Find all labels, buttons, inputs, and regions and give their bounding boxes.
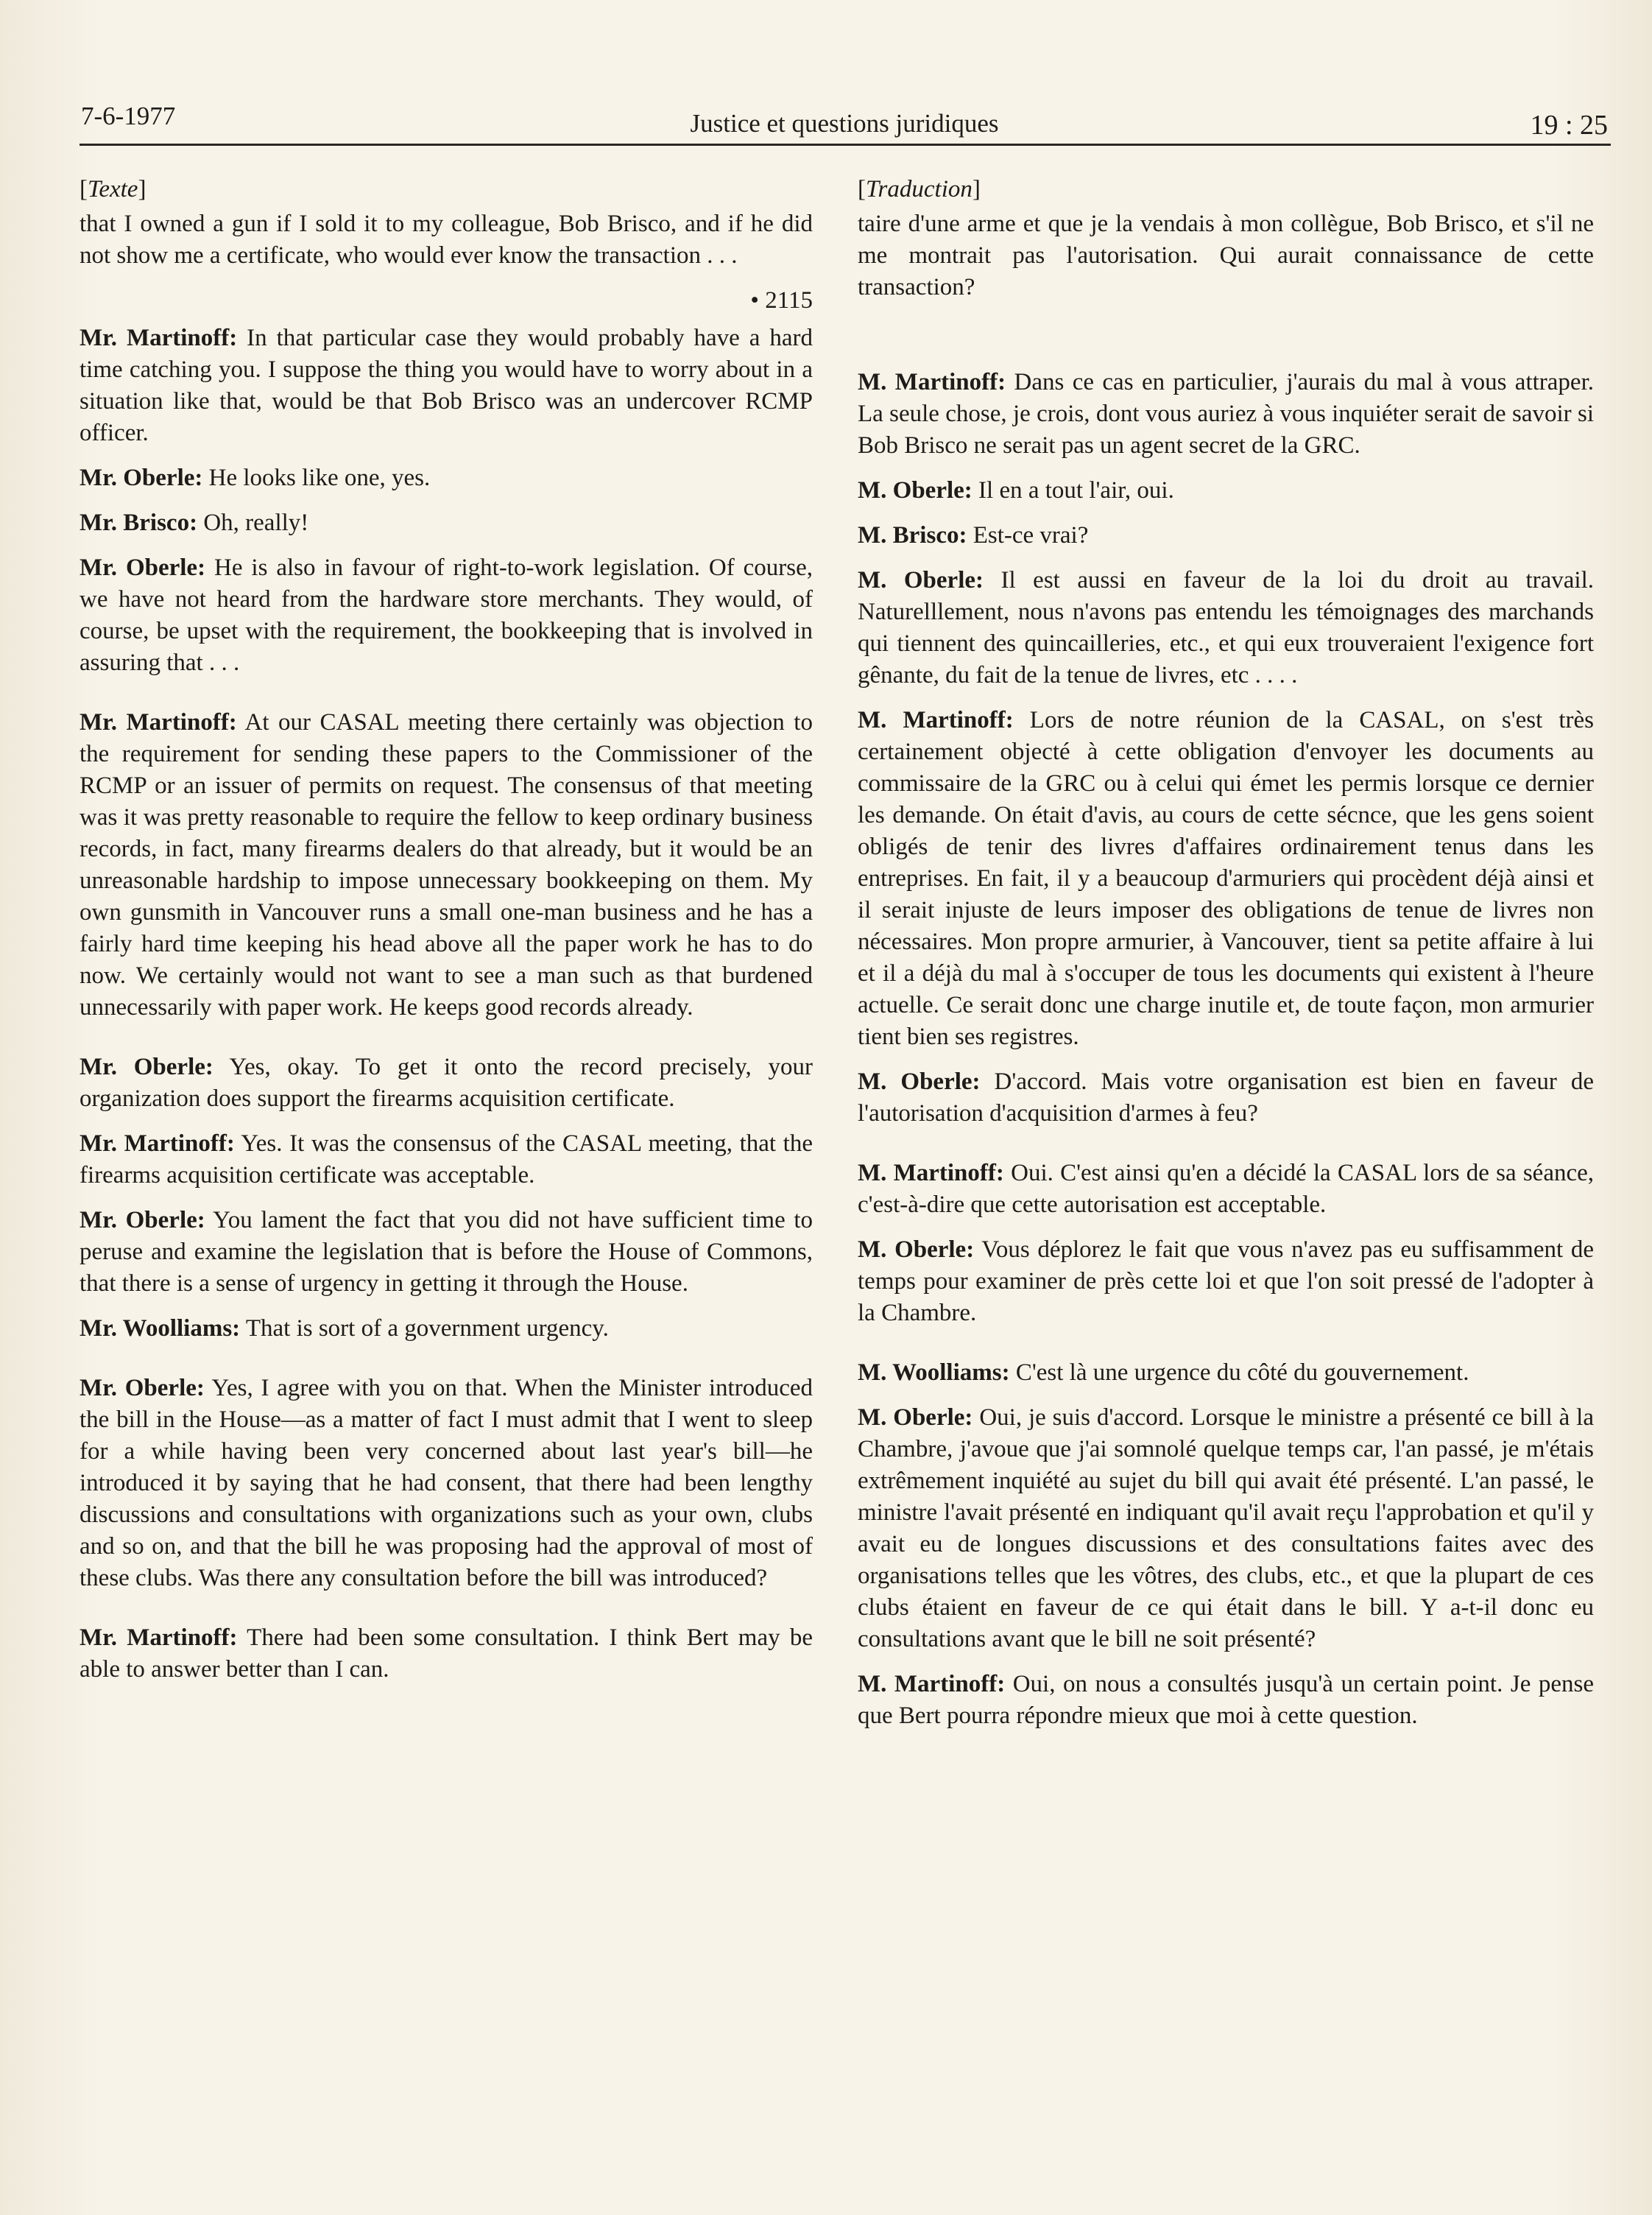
speech-text: Vous déplorez le fait que vous n'avez pas eu suffisamment de temps pour examiner de près cette loi et que l'on soit pressé de l'adopter à la Chambre. [858,1236,1594,1326]
speech-text: Oh, really! [203,510,309,536]
speech-text: Il en a tout l'air, oui. [978,477,1174,504]
speech-text: You lament the fact that you did not have sufficient time to peruse and examine the legislation that is before the House of Commons, that there is a sense of urgency in getting it through the House. [80,1207,813,1297]
speaker-name: M. Oberle: [858,1236,975,1263]
speech-paragraph [80,507,813,539]
continuation-text: taire d'une arme et que je la vendais à mon collègue, Bob Brisco, et s'il ne me montrait pas l'autorisation. Qui aurait connaissance de cette transaction? [858,211,1594,300]
speech-text: Yes. It was the consensus of the CASAL meeting, that the firearms acquisition certificate was acceptable. [80,1130,813,1189]
speaker-name: M. Martinoff: [858,1671,1006,1697]
speech-paragraph [858,1669,1594,1732]
speech-paragraph [80,707,813,1024]
speaker-name: Mr. Woolliams: [80,1315,241,1342]
speech-paragraph [858,520,1594,552]
speaker-name: M. Oberle: [858,1068,981,1095]
speech-paragraph [858,705,1594,1053]
speech-paragraph [858,1357,1594,1389]
section-label-traduction: [Traduction] [858,176,981,203]
speaker-name: Mr. Brisco: [80,510,198,536]
header-rule [80,144,1611,146]
time-marker: • 2115 [750,287,813,314]
speech-paragraph [80,462,813,494]
speech-text: Dans ce cas en particulier, j'aurais du mal à vous attraper. La seule chose, je crois, dont vous auriez à vous inquiéter serait de savoir si Bob Brisco ne serait pas un agent secret de la GRC. [858,369,1594,459]
speaker-name: Mr. Oberle: [80,1207,205,1233]
speech-text: Lors de notre réunion de la CASAL, on s'est très certainement objecté à cette obligation d'envoyer les documents au commissaire de la GRC ou à celui qui émet les permis lorsque ce dernier les demande. On était d'avis, au cours de cette sécnce, que les gens soient obligés de tenir des livres d'affaires ordinairement tenus dans les entreprises. En fait, il y a beaucoup d'armuriers qui procèdent déjà ainsi et il serait injuste de leurs imposer des obligations de tenue de livres non nécessaires. Mon propre armurier, à Vancouver, tient sa petite affaire à lui et il a déjà du mal à s'occuper de tous les documents qui existent à l'heure actuelle. Ce serait donc une charge inutile et, de toute façon, mon armurier tient bien ses registres. [858,707,1595,1050]
speech-paragraph [80,1205,813,1300]
spacer [858,331,1594,367]
header-page-number: 19 : 25 [1530,110,1608,141]
speech-paragraph [858,367,1594,462]
speech-paragraph [858,1234,1594,1329]
speaker-name: Mr. Oberle: [80,1375,205,1401]
speech-text: Oui. C'est ainsi qu'en a décidé la CASAL lors de sa séance, c'est-à-dire que cette autorisation est acceptable. [858,1160,1595,1218]
speech-text: In that particular case they would probably have a hard time catching you. I suppose the thing you would have to worry about in a situation like that, would be that Bob Brisco was an undercover RCMP officer. [80,325,813,446]
speech-text: D'accord. Mais votre organisation est bien en faveur de l'autorisation d'acquisition d'armes à feu? [858,1068,1594,1127]
speech-paragraph [858,1402,1594,1655]
speaker-name: Mr. Martinoff: [80,325,238,351]
speech-paragraph [858,1066,1594,1130]
speech-text: There had been some consultation. I think Bert may be able to answer better than I can. [80,1624,813,1683]
speaker-name: M. Brisco: [858,522,967,549]
page-header [81,102,1608,146]
speaker-name: Mr. Oberle: [80,465,203,491]
speaker-name: M. Martinoff: [858,1160,1004,1186]
speaker-name: Mr. Oberle: [80,554,206,581]
left-column-english [80,174,813,1699]
speech-paragraph [858,1158,1594,1221]
speaker-name: M. Woolliams: [858,1359,1010,1386]
speech-text: C'est là une urgence du côté du gouvernement. [1015,1359,1469,1386]
speech-text: Est-ce vrai? [973,522,1089,549]
speech-paragraph [80,1313,813,1345]
continuation-text: that I owned a gun if I sold it to my colleague, Bob Brisco, and if he did not show me a certificate, who would ever know the transaction . . . [80,211,813,269]
speech-paragraph [80,1373,813,1594]
speech-paragraph [80,1128,813,1191]
speech-text: Yes, I agree with you on that. When the Minister introduced the bill in the House—as a matter of fact I must admit that I went to sleep for a while having been very concerned about last year's bill—he introduced it by saying that he had consent, that there had been lengthy discussions and consultations with organizations such as your own, clubs and so on, and that the bill he was proposing had the approval of most of these clubs. Was there any consultation before the bill was introduced? [80,1375,813,1591]
header-title: Justice et questions juridiques [690,109,999,138]
speech-paragraph [858,475,1594,507]
speaker-name: M. Oberle: [858,1404,973,1431]
speech-text: Il est aussi en faveur de la loi du droit au travail. Naturelllement, nous n'avons pas entendu les témoignages des marchands qui tiennent des quincailleries, etc., et qui eux trouveraient l'exigence fort gênante, du fait de la tenue de livres, etc . . . . [858,567,1594,689]
speaker-name: Mr. Oberle: [80,1054,213,1080]
speech-paragraph [80,552,813,679]
speaker-name: M. Oberle: [858,477,973,504]
speech-text: Oui, on nous a consultés jusqu'à un certain point. Je pense que Bert pourra répondre mieux que moi à cette question. [858,1671,1594,1729]
speech-paragraph [80,1052,813,1115]
section-label-texte: [Texte] [80,176,147,203]
header-date: 7-6-1977 [81,102,176,130]
right-column-french [858,174,1594,1745]
speech-text: Yes, okay. To get it onto the record precisely, your organization does support the firearms acquisition certificate. [80,1054,813,1112]
speech-text: He looks like one, yes. [208,465,431,491]
speaker-name: M. Martinoff: [858,369,1006,395]
speaker-name: Mr. Martinoff: [80,709,237,736]
speaker-name: Mr. Martinoff: [80,1130,235,1157]
speaker-name: Mr. Martinoff: [80,1624,238,1651]
speaker-name: M. Martinoff: [858,707,1014,733]
speech-paragraph [80,323,813,449]
speaker-name: M. Oberle: [858,567,984,594]
speech-paragraph [858,565,1594,691]
speech-text: He is also in favour of right-to-work legislation. Of course, we have not heard from the hardware store merchants. They would, of course, be upset with the requirement, the bookkeeping that is involved in assuring that . . . [80,554,813,676]
speech-text: That is sort of a government urgency. [245,1315,609,1342]
speech-text: Oui, je suis d'accord. Lorsque le ministre a présenté ce bill à la Chambre, j'avoue que j'ai somnolé quelque temps car, l'an passé, je m'étais extrêmement inquiété au sujet du bill qui avait été présenté. L'an passé, le ministre l'avait présenté en indiquant qu'il avait reçu l'approbation et qu'il y avait eu de longues discussions et des consultations faites avec des organisations telles que les vôtres, des clubs, etc., et que la plupart de ces clubs étaient en faveur de ce qui était dans le bill. Y a-t-il donc eu consultations avant que le bill ne soit présenté? [858,1404,1594,1652]
speech-paragraph [80,1622,813,1686]
speech-text: At our CASAL meeting there certainly was objection to the requirement for sending these papers to the Commissioner of the RCMP or an issuer of permits on request. The consensus of that meeting was it was pretty reasonable to require the fellow to keep ordinary business records, in fact, many firearms dealers do that already, but it would be an unreasonable hardship to impose unnecessary bookkeeping on them. My own gunsmith in Vancouver runs a small one-man business and he has a fairly hard time keeping his head above all the paper work he has to do now. We certainly would not want to see a man such as that burdened unnecessarily with paper work. He keeps good records already. [80,709,813,1021]
